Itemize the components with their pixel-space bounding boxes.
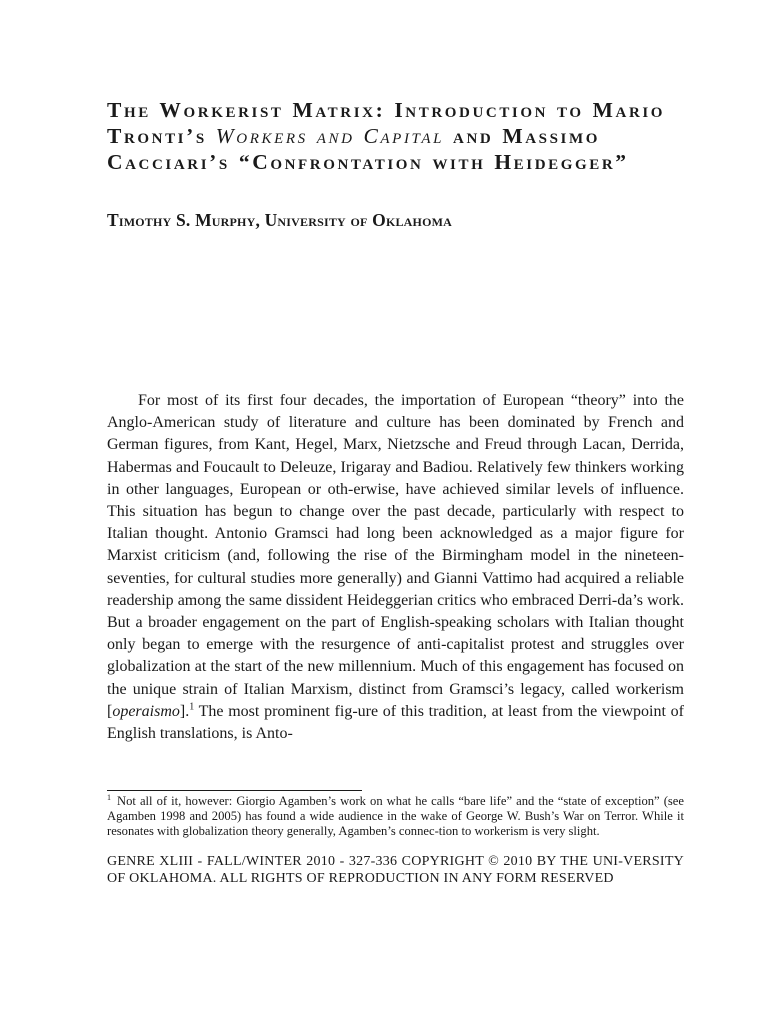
- footnote-divider: [107, 790, 362, 791]
- body-text-part-1: For most of its first four decades, the importation of European “theory” into the Anglo-American study of literature and culture has been dominated by French and German figures, from Kant, Hegel, Marx, Nietzsche and Freud through Lacan, Derrida, Habermas and Foucault to Deleuze, Irigaray and Badiou. Relatively few thinkers working in other languages, European or oth-erwise, have achieved similar levels of influence. This situation has begun to change over the past decade, particularly with respect to Italian thought. Antonio Gramsci had long been acknowledged as a major figure for Marxist criticism (and, following the rise of the Birmingham model in the nineteen-seventies, for cultural studies more generally) and Gianni Vattimo had acquired a reliable readership among the same dissident Heideggerian critics who embraced Derri-da’s work. But a broader engagement on the part of English-speaking scholars with Italian thought only began to emerge with the resurgence of anti-capitalist protest and struggles over globalization at the start of the new millennium. Much of this engagement has focused on the unique strain of Italian Marxism, distinct from Gramsci’s legacy, called workerism [: [107, 392, 684, 720]
- copyright-notice: GENRE XLIII - FALL/WINTER 2010 - 327-336 COPYRIGHT © 2010 BY THE UNI-VERSITY OF OKLAHOMA. ALL RIGHTS OF REPRODUCTION IN ANY FORM RESERVED: [107, 854, 684, 886]
- title-book-name: Workers and Capital: [215, 124, 445, 148]
- footnote-number: 1: [107, 792, 111, 802]
- article-title: [107, 97, 684, 175]
- footnote-text: Not all of it, however: Giorgio Agamben’s work on what he calls “bare life” and the “state of exception” (see Agamben 1998 and 2005) has found a wide audience in the wake of George W. Bush’s War on Terror. While it resonates with globalization theory generally, Agamben’s connec-tion to workerism is very slight.: [107, 794, 684, 839]
- title-part-2: and Massimo Cacciari’s “Confrontation with Heidegger”: [107, 124, 629, 174]
- body-text-part-3: The most prominent fig-ure of this tradition, at least from the viewpoint of English translations, is Anto-: [107, 702, 684, 743]
- title-part-1: The Workerist Matrix: Introduction to Mario Tronti’s: [107, 98, 666, 148]
- footnote: [107, 794, 684, 840]
- page: [107, 0, 684, 1024]
- body-text-part-2: ].: [179, 702, 190, 720]
- author-byline: Timothy S. Murphy, University of Oklahoma: [107, 210, 453, 230]
- body-italic-term: operaismo: [112, 702, 180, 720]
- body-paragraph: [107, 390, 684, 745]
- footnote-reference: 1: [189, 701, 195, 713]
